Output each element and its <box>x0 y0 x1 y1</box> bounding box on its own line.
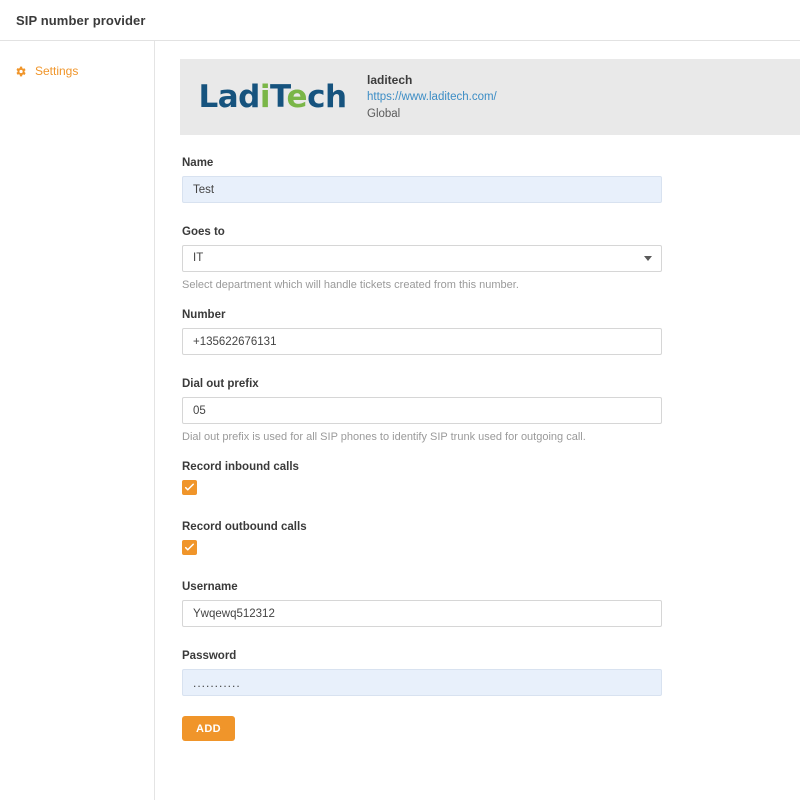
provider-logo <box>190 79 367 115</box>
field-name <box>182 157 800 203</box>
password-label: Password <box>182 650 237 662</box>
record-inbound-label: Record inbound calls <box>182 461 299 473</box>
provider-logo-text: LadiTech <box>198 79 347 115</box>
number-label: Number <box>182 309 226 321</box>
password-input[interactable] <box>182 669 662 696</box>
goes-to-hint: Select department which will handle tickets created from this number. <box>182 279 519 291</box>
main-body <box>0 41 800 800</box>
sip-provider-form <box>180 135 800 741</box>
provider-meta <box>367 72 497 123</box>
dial-out-prefix-hint: Dial out prefix is used for all SIP phones to identify SIP trunk used for outgoing call. <box>182 431 586 443</box>
record-outbound-checkbox[interactable] <box>182 540 197 555</box>
sidebar-item-settings[interactable] <box>0 59 154 83</box>
name-input[interactable] <box>182 176 662 203</box>
goes-to-select-wrap <box>182 245 662 272</box>
provider-header-card <box>180 59 800 135</box>
field-goes-to <box>182 226 800 291</box>
provider-scope: Global <box>367 107 401 120</box>
dial-out-prefix-label: Dial out prefix <box>182 378 259 390</box>
number-input[interactable] <box>182 328 662 355</box>
username-input[interactable] <box>182 600 662 627</box>
field-dial-out-prefix <box>182 378 800 443</box>
field-record-inbound <box>182 461 800 498</box>
username-label: Username <box>182 581 238 593</box>
gear-icon <box>13 64 27 78</box>
sidebar <box>0 41 155 800</box>
field-password <box>182 650 800 696</box>
sidebar-item-label: Settings <box>35 64 79 78</box>
window-titlebar <box>0 0 800 41</box>
record-outbound-label: Record outbound calls <box>182 521 307 533</box>
content-panel <box>155 41 800 800</box>
field-username <box>182 581 800 627</box>
page-title: SIP number provider <box>16 12 146 28</box>
goes-to-label: Goes to <box>182 226 225 238</box>
provider-name: laditech <box>367 72 413 87</box>
record-inbound-checkbox[interactable] <box>182 480 197 495</box>
provider-url-link[interactable]: https://www.laditech.com/ <box>367 91 497 104</box>
add-button[interactable]: ADD <box>182 716 235 741</box>
field-number <box>182 309 800 355</box>
field-record-outbound <box>182 521 800 558</box>
dial-out-prefix-input[interactable] <box>182 397 662 424</box>
goes-to-select[interactable]: IT <box>182 245 662 272</box>
name-label: Name <box>182 157 214 169</box>
